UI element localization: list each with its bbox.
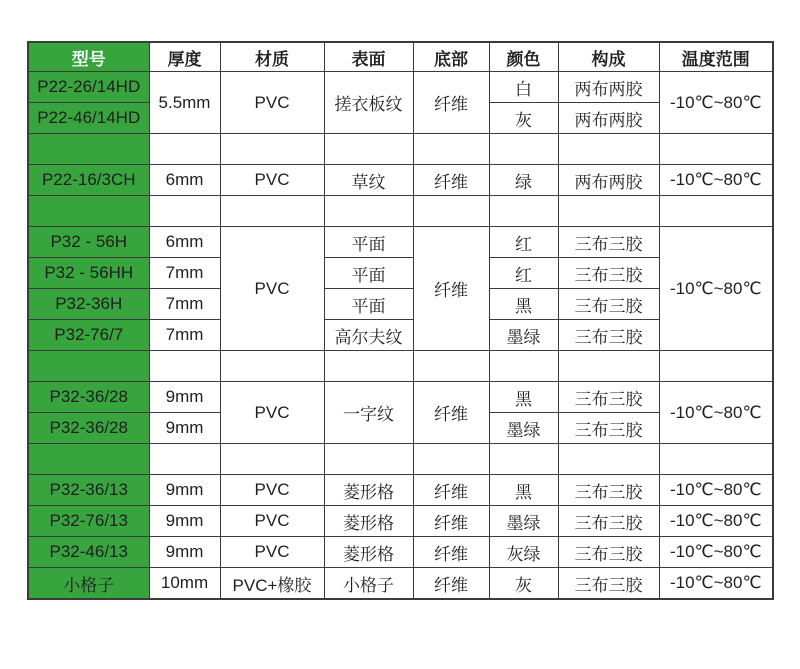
cell-color: 黑 <box>489 382 558 413</box>
cell-thickness: 7mm <box>149 289 220 320</box>
cell-surface: 搓衣板纹 <box>324 72 413 134</box>
cell-thickness: 7mm <box>149 320 220 351</box>
table-row <box>28 382 773 413</box>
empty-cell <box>149 351 220 382</box>
table-row <box>28 506 773 537</box>
empty-cell <box>28 134 149 165</box>
cell-color: 灰 <box>489 568 558 600</box>
cell-bottom: 纤维 <box>413 165 489 196</box>
empty-cell <box>324 351 413 382</box>
empty-cell <box>413 444 489 475</box>
empty-cell <box>149 196 220 227</box>
col-header-material: 材质 <box>220 42 324 72</box>
cell-thickness: 5.5mm <box>149 72 220 134</box>
cell-color: 红 <box>489 227 558 258</box>
cell-surface: 平面 <box>324 258 413 289</box>
cell-color: 白 <box>489 72 558 103</box>
cell-surface: 菱形格 <box>324 537 413 568</box>
table-header-row <box>28 42 773 72</box>
cell-bottom: 纤维 <box>413 475 489 506</box>
cell-composition: 三布三胶 <box>558 320 659 351</box>
cell-thickness: 10mm <box>149 568 220 600</box>
table-row <box>28 537 773 568</box>
cell-thickness: 9mm <box>149 506 220 537</box>
cell-model: P32-36/13 <box>28 475 149 506</box>
table-row <box>28 475 773 506</box>
col-header-model: 型号 <box>28 42 149 72</box>
cell-model: P32-46/13 <box>28 537 149 568</box>
empty-cell <box>489 351 558 382</box>
cell-thickness: 6mm <box>149 165 220 196</box>
cell-thickness: 9mm <box>149 537 220 568</box>
cell-model: P32-36/28 <box>28 413 149 444</box>
empty-cell <box>558 444 659 475</box>
empty-cell <box>659 196 773 227</box>
cell-surface: 草纹 <box>324 165 413 196</box>
cell-bottom: 纤维 <box>413 568 489 600</box>
cell-model: P32-36H <box>28 289 149 320</box>
empty-cell <box>28 444 149 475</box>
cell-surface: 小格子 <box>324 568 413 600</box>
cell-composition: 三布三胶 <box>558 289 659 320</box>
empty-cell <box>149 444 220 475</box>
empty-cell <box>659 351 773 382</box>
cell-temp-range: -10℃~80℃ <box>659 568 773 600</box>
cell-model: P22-16/3CH <box>28 165 149 196</box>
cell-composition: 三布三胶 <box>558 227 659 258</box>
cell-model: P32-76/7 <box>28 320 149 351</box>
cell-bottom: 纤维 <box>413 227 489 351</box>
cell-color: 灰 <box>489 103 558 134</box>
cell-material: PVC <box>220 227 324 351</box>
cell-surface: 菱形格 <box>324 506 413 537</box>
cell-temp-range: -10℃~80℃ <box>659 165 773 196</box>
cell-surface: 平面 <box>324 289 413 320</box>
empty-cell <box>659 444 773 475</box>
cell-color: 黑 <box>489 475 558 506</box>
cell-temp-range: -10℃~80℃ <box>659 72 773 134</box>
cell-color: 墨绿 <box>489 506 558 537</box>
table-row <box>28 165 773 196</box>
cell-color: 绿 <box>489 165 558 196</box>
spacer-row <box>28 134 773 165</box>
cell-thickness: 7mm <box>149 258 220 289</box>
cell-color: 红 <box>489 258 558 289</box>
cell-composition: 三布三胶 <box>558 413 659 444</box>
table-row <box>28 227 773 258</box>
spacer-row <box>28 196 773 227</box>
cell-color: 墨绿 <box>489 320 558 351</box>
cell-model: P32-76/13 <box>28 506 149 537</box>
cell-surface: 平面 <box>324 227 413 258</box>
cell-thickness: 6mm <box>149 227 220 258</box>
cell-composition: 三布三胶 <box>558 475 659 506</box>
cell-surface: 菱形格 <box>324 475 413 506</box>
cell-surface: 一字纹 <box>324 382 413 444</box>
col-header-temp-range: 温度范围 <box>659 42 773 72</box>
cell-model: P22-26/14HD <box>28 72 149 103</box>
empty-cell <box>413 134 489 165</box>
cell-composition: 三布三胶 <box>558 537 659 568</box>
cell-temp-range: -10℃~80℃ <box>659 227 773 351</box>
col-header-thickness: 厚度 <box>149 42 220 72</box>
empty-cell <box>558 134 659 165</box>
col-header-color: 颜色 <box>489 42 558 72</box>
empty-cell <box>558 351 659 382</box>
cell-model: P22-46/14HD <box>28 103 149 134</box>
empty-cell <box>149 134 220 165</box>
cell-temp-range: -10℃~80℃ <box>659 506 773 537</box>
cell-color: 黑 <box>489 289 558 320</box>
empty-cell <box>28 196 149 227</box>
cell-material: PVC <box>220 537 324 568</box>
cell-temp-range: -10℃~80℃ <box>659 382 773 444</box>
cell-composition: 两布两胶 <box>558 165 659 196</box>
empty-cell <box>324 134 413 165</box>
col-header-composition: 构成 <box>558 42 659 72</box>
spacer-row <box>28 351 773 382</box>
cell-composition: 三布三胶 <box>558 382 659 413</box>
empty-cell <box>220 444 324 475</box>
cell-composition: 两布两胶 <box>558 103 659 134</box>
empty-cell <box>558 196 659 227</box>
empty-cell <box>489 444 558 475</box>
cell-color: 墨绿 <box>489 413 558 444</box>
col-header-bottom: 底部 <box>413 42 489 72</box>
cell-composition: 三布三胶 <box>558 568 659 600</box>
table-row <box>28 568 773 600</box>
empty-cell <box>324 196 413 227</box>
cell-bottom: 纤维 <box>413 537 489 568</box>
col-header-surface: 表面 <box>324 42 413 72</box>
cell-temp-range: -10℃~80℃ <box>659 475 773 506</box>
cell-material: PVC <box>220 475 324 506</box>
cell-thickness: 9mm <box>149 475 220 506</box>
cell-bottom: 纤维 <box>413 382 489 444</box>
empty-cell <box>28 351 149 382</box>
spacer-row <box>28 444 773 475</box>
cell-surface: 高尔夫纹 <box>324 320 413 351</box>
cell-bottom: 纤维 <box>413 506 489 537</box>
empty-cell <box>489 134 558 165</box>
cell-model: 小格子 <box>28 568 149 600</box>
cell-model: P32-36/28 <box>28 382 149 413</box>
cell-material: PVC <box>220 382 324 444</box>
cell-model: P32 - 56H <box>28 227 149 258</box>
cell-color: 灰绿 <box>489 537 558 568</box>
product-spec-table <box>27 41 774 600</box>
table-row <box>28 72 773 103</box>
cell-temp-range: -10℃~80℃ <box>659 537 773 568</box>
empty-cell <box>220 351 324 382</box>
cell-thickness: 9mm <box>149 382 220 413</box>
empty-cell <box>324 444 413 475</box>
cell-material: PVC <box>220 72 324 134</box>
cell-composition: 三布三胶 <box>558 258 659 289</box>
cell-material: PVC <box>220 506 324 537</box>
cell-material: PVC <box>220 165 324 196</box>
cell-composition: 两布两胶 <box>558 72 659 103</box>
empty-cell <box>220 134 324 165</box>
empty-cell <box>413 351 489 382</box>
empty-cell <box>220 196 324 227</box>
empty-cell <box>413 196 489 227</box>
empty-cell <box>489 196 558 227</box>
cell-model: P32 - 56HH <box>28 258 149 289</box>
cell-thickness: 9mm <box>149 413 220 444</box>
empty-cell <box>659 134 773 165</box>
cell-material: PVC+橡胶 <box>220 568 324 600</box>
cell-composition: 三布三胶 <box>558 506 659 537</box>
cell-bottom: 纤维 <box>413 72 489 134</box>
